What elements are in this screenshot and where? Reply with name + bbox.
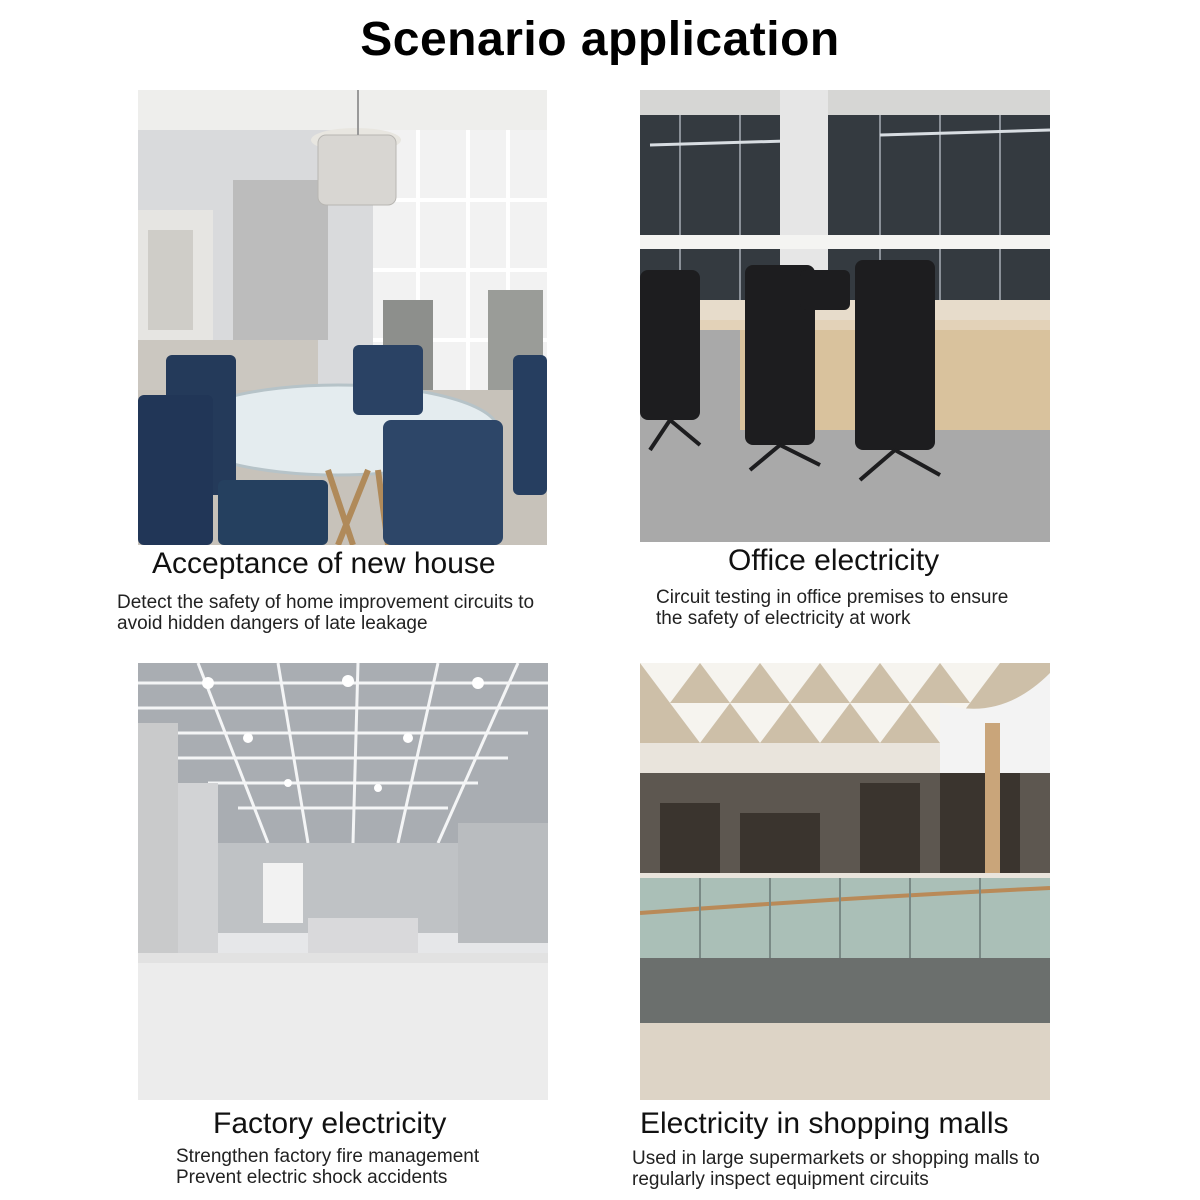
scenario-description-line: Used in large supermarkets or shopping malls to: [632, 1148, 1040, 1169]
scenario-caption: Factory electricity: [213, 1107, 447, 1140]
factory-hall-photo: [138, 663, 548, 1100]
page-title: Scenario application: [360, 13, 840, 66]
dining-room-photo: [138, 90, 547, 545]
scenario-description-line: Detect the safety of home improvement circuits to: [117, 592, 535, 613]
scenario-caption: Office electricity: [728, 544, 940, 577]
scenario-description-line: Circuit testing in office premises to ensure: [656, 587, 1009, 608]
scenario-description-line: regularly inspect equipment circuits: [632, 1169, 929, 1190]
office-meeting-room-photo: [640, 90, 1050, 542]
scenario-description: [632, 1148, 1040, 1190]
scenario-description-line: Prevent electric shock accidents: [176, 1167, 448, 1188]
scenario-description-line: the safety of electricity at work: [656, 608, 911, 629]
scenario-description: [117, 592, 534, 634]
scenario-description-line: Strengthen factory fire management: [176, 1146, 480, 1167]
scenario-description: [176, 1146, 479, 1188]
shopping-mall-photo: [640, 663, 1050, 1100]
scenario-description: [656, 587, 1008, 629]
scenario-caption: Electricity in shopping malls: [640, 1107, 1009, 1140]
scenario-caption: Acceptance of new house: [152, 547, 496, 580]
scenario-description-line: avoid hidden dangers of late leakage: [117, 613, 428, 634]
